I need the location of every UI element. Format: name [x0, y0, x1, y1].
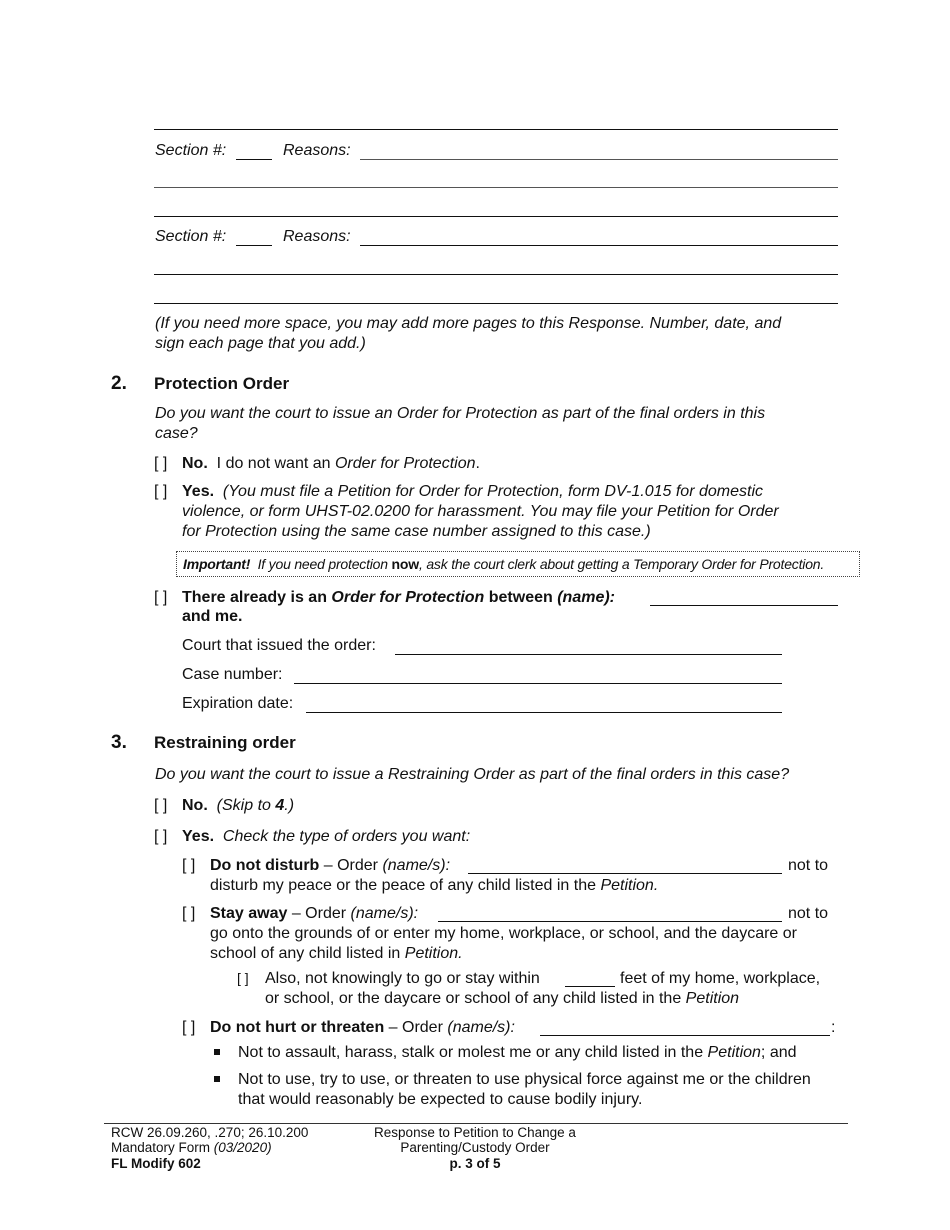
reasons-field[interactable]: [360, 159, 838, 160]
section-number-field[interactable]: [236, 159, 272, 160]
do-not-disturb-checkbox[interactable]: [ ]: [182, 857, 196, 874]
do-not-hurt-names-field[interactable]: [540, 1035, 830, 1036]
footer-rcw: RCW 26.09.260, .270; 26.10.200: [111, 1125, 309, 1140]
distance-option: Also, not knowingly to go or stay within: [265, 970, 540, 987]
court-field[interactable]: [395, 654, 782, 655]
colon-label: :: [831, 1019, 836, 1036]
section-number-label: Section #:: [155, 142, 227, 159]
stay-away-line2: go onto the grounds of or enter my home, workplace, or school, and the daycare or: [210, 925, 797, 942]
footer-mandatory-form: Mandatory Form (03/2020): [111, 1140, 272, 1155]
footer-form-id: FL Modify 602: [111, 1156, 201, 1171]
footer-rule: [104, 1123, 848, 1124]
reasons-continuation-line[interactable]: [154, 274, 838, 275]
existing-order-checkbox[interactable]: [ ]: [154, 589, 168, 606]
stay-away-checkbox[interactable]: [ ]: [182, 905, 196, 922]
footer-title: Response to Petition to Change a: [374, 1125, 576, 1140]
footer-page-number: p. 3 of 5: [449, 1156, 501, 1171]
yes-restraining-option: Yes. Check the type of orders you want:: [182, 828, 471, 845]
reasons-continuation-line[interactable]: [154, 303, 838, 304]
section-3-question: Do you want the court to issue a Restraining Order as part of the final orders in this case?: [155, 766, 790, 783]
do-not-hurt-checkbox[interactable]: [ ]: [182, 1019, 196, 1036]
yes-protection-option: Yes. (You must file a Petition for Order for Protection, form DV-1.015 for domestic: [182, 483, 763, 500]
footer-title-line2: Parenting/Custody Order: [400, 1140, 550, 1155]
bullet-icon: [214, 1076, 220, 1082]
section-number-label: Section #:: [155, 228, 227, 245]
important-notice-box: [176, 551, 860, 577]
bullet-icon: [214, 1049, 220, 1055]
stay-away-names-field[interactable]: [438, 921, 782, 922]
stay-away-line3: school of any child listed in Petition.: [210, 945, 463, 962]
not-to-label: not to: [788, 857, 829, 874]
do-not-hurt-option: Do not hurt or threaten – Order (name/s):: [210, 1019, 515, 1036]
court-label: Court that issued the order:: [182, 637, 376, 654]
do-not-disturb-line2: disturb my peace or the peace of any child listed in the Petition.: [210, 877, 659, 894]
stay-away-option: Stay away – Order (name/s):: [210, 905, 419, 922]
expiration-field[interactable]: [306, 712, 782, 713]
section-2-number: 2.: [111, 373, 127, 394]
section-2-question: Do you want the court to issue an Order for Protection as part of the final orders in this: [155, 405, 766, 422]
case-number-label: Case number:: [182, 666, 283, 683]
distance-checkbox[interactable]: [ ]: [237, 970, 249, 986]
section-3-number: 3.: [111, 732, 127, 753]
do-not-disturb-option: Do not disturb – Order (name/s):: [210, 857, 451, 874]
important-notice-text: Important! If you need protection now, ask the court clerk about getting a Temporary Order for Protection.: [183, 556, 825, 572]
top-rule: [154, 129, 838, 130]
bullet-item-line2: that would reasonably be expected to cause bodily injury.: [238, 1091, 643, 1108]
distance-feet-field[interactable]: [565, 986, 615, 987]
no-restraining-option: No. (Skip to 4.): [182, 797, 295, 814]
case-number-field[interactable]: [294, 683, 782, 684]
reasons-label: Reasons:: [283, 228, 351, 245]
section-2-title: Protection Order: [154, 374, 290, 393]
reasons-field[interactable]: [360, 245, 838, 246]
reasons-label: Reasons:: [283, 142, 351, 159]
section-3-title: Restraining order: [154, 733, 296, 752]
yes-protection-checkbox[interactable]: [ ]: [154, 483, 168, 500]
reasons-continuation-line[interactable]: [154, 187, 838, 188]
distance-option-end: feet of my home, workplace,: [620, 970, 821, 987]
no-protection-option: No. I do not want an Order for Protection.: [182, 455, 480, 472]
existing-order-option: There already is an Order for Protection between (name):: [182, 589, 615, 606]
distance-line2: or school, or the daycare or school of any child listed in the Petition: [265, 990, 740, 1007]
bullet-item: Not to use, try to use, or threaten to use physical force against me or the children: [238, 1071, 811, 1088]
section-2-question-line2: case?: [155, 425, 198, 442]
not-to-label: not to: [788, 905, 829, 922]
more-space-note-line2: sign each page that you add.): [155, 335, 366, 352]
do-not-disturb-names-field[interactable]: [468, 873, 782, 874]
no-restraining-checkbox[interactable]: [ ]: [154, 797, 168, 814]
yes-protection-line3: for Protection using the same case number assigned to this case.): [182, 523, 651, 540]
yes-protection-line2: violence, or form UHST-02.0200 for harassment. You may file your Petition for Order: [182, 503, 779, 520]
existing-order-name-field[interactable]: [650, 605, 838, 606]
section-number-field[interactable]: [236, 245, 272, 246]
and-me-label: and me.: [182, 608, 243, 625]
no-protection-checkbox[interactable]: [ ]: [154, 455, 168, 472]
yes-restraining-checkbox[interactable]: [ ]: [154, 828, 168, 845]
more-space-note: (If you need more space, you may add more pages to this Response. Number, date, and: [155, 315, 782, 332]
bullet-item: Not to assault, harass, stalk or molest me or any child listed in the Petition; and: [238, 1044, 797, 1061]
section-divider-rule: [154, 216, 838, 217]
expiration-label: Expiration date:: [182, 695, 294, 712]
